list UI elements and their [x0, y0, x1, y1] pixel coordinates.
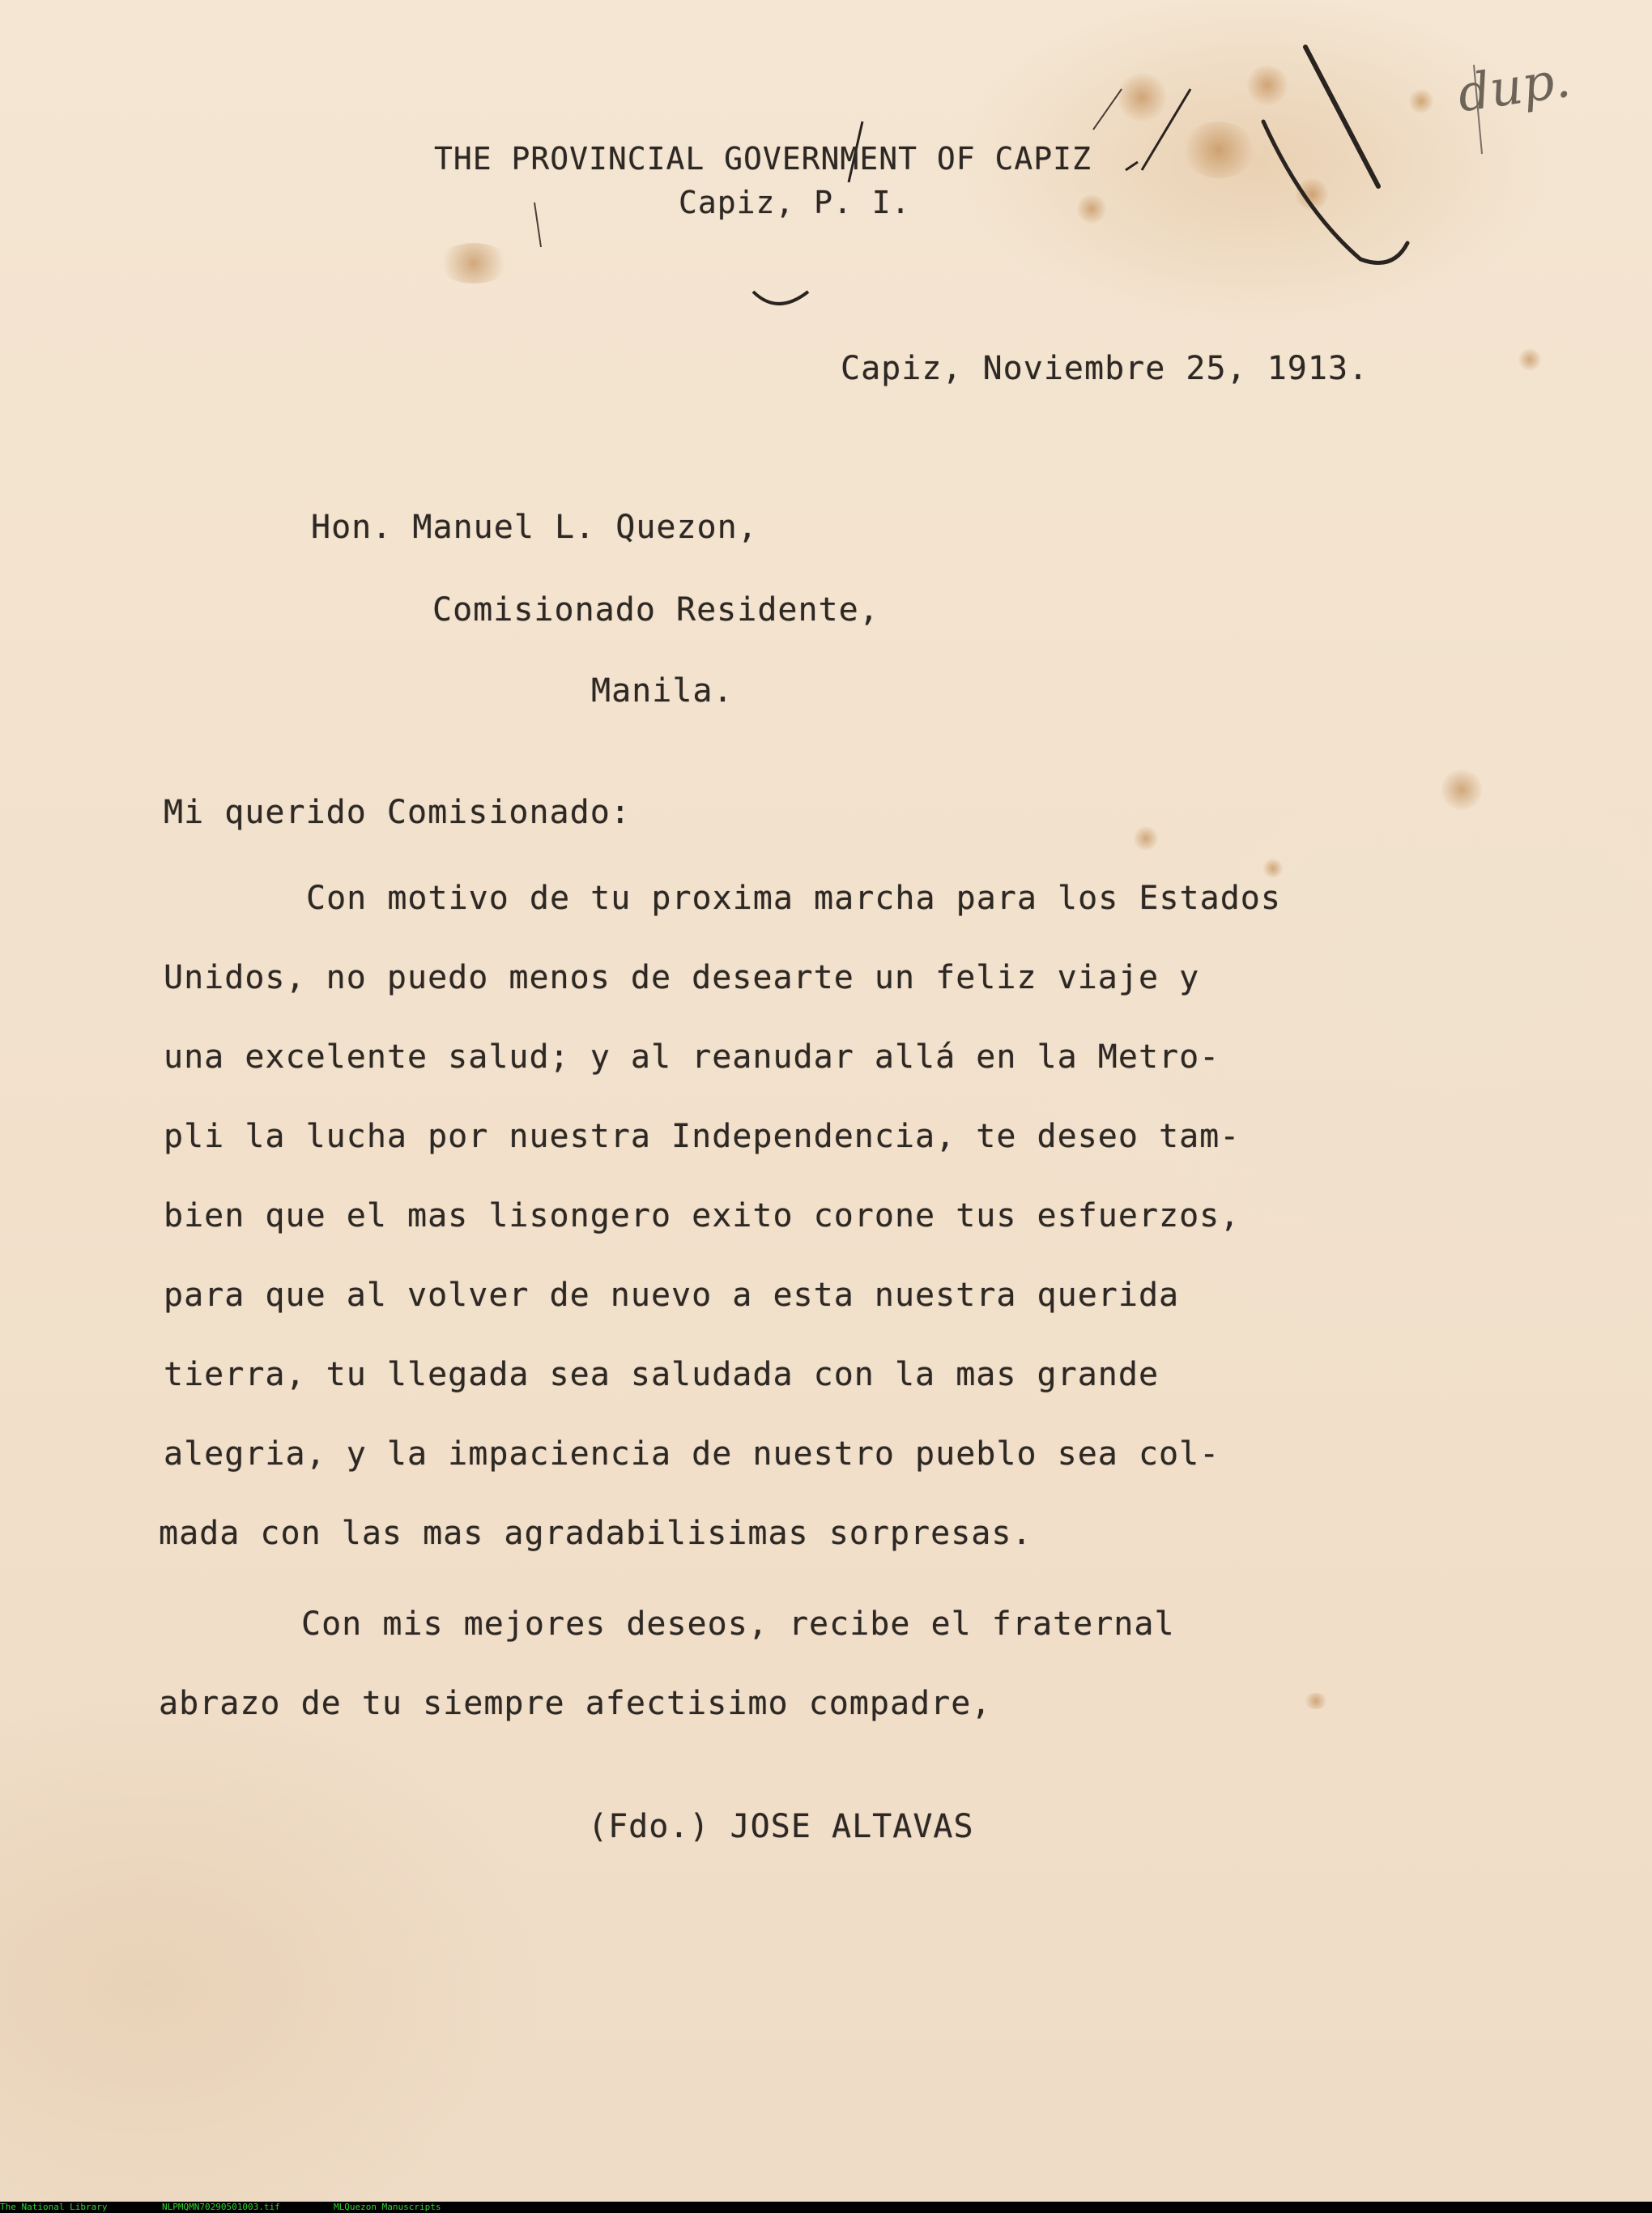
- margin-note: dup.: [1454, 49, 1574, 124]
- signature: (Fdo.) JOSE ALTAVAS: [588, 1808, 974, 1845]
- letterhead-location: Capiz, P. I.: [679, 185, 911, 220]
- recipient-title: Comisionado Residente,: [432, 591, 879, 629]
- body-line: Con motivo de tu proxima marcha para los Estados: [306, 880, 1281, 917]
- body-line: abrazo de tu siempre afectisimo compadre,: [159, 1685, 992, 1722]
- scan-footer: [0, 2202, 1652, 2213]
- footer-collection: MLQuezon Manuscripts: [334, 2202, 441, 2212]
- recipient-city: Manila.: [591, 672, 734, 710]
- footer-library: The National Library: [0, 2202, 108, 2212]
- body-line: bien que el mas lisongero exito corone tus esfuerzos,: [164, 1197, 1241, 1234]
- body-line: tierra, tu llegada sea saludada con la mas grande: [164, 1356, 1160, 1393]
- date-line: Capiz, Noviembre 25, 1913.: [841, 350, 1369, 387]
- letterhead-organization: THE PROVINCIAL GOVERNMENT OF CAPIZ: [434, 141, 1092, 177]
- body-line: una excelente salud; y al reanudar allá en la Metro-: [164, 1038, 1220, 1076]
- salutation: Mi querido Comisionado:: [164, 794, 631, 831]
- body-line: mada con las mas agradabilisimas sorpresas.: [159, 1515, 1032, 1552]
- body-line: Unidos, no puedo menos de desearte un feliz viaje y: [164, 959, 1200, 996]
- body-line: alegria, y la impaciencia de nuestro pueblo sea col-: [164, 1435, 1220, 1473]
- body-line: para que al volver de nuevo a esta nuestra querida: [164, 1277, 1180, 1314]
- body-line: Con mis mejores deseos, recibe el fraternal: [301, 1605, 1175, 1643]
- footer-file-id: NLPMQMN70290501003.tif: [162, 2202, 280, 2212]
- body-line: pli la lucha por nuestra Independencia, te deseo tam-: [164, 1118, 1241, 1155]
- recipient-name: Hon. Manuel L. Quezon,: [311, 509, 758, 546]
